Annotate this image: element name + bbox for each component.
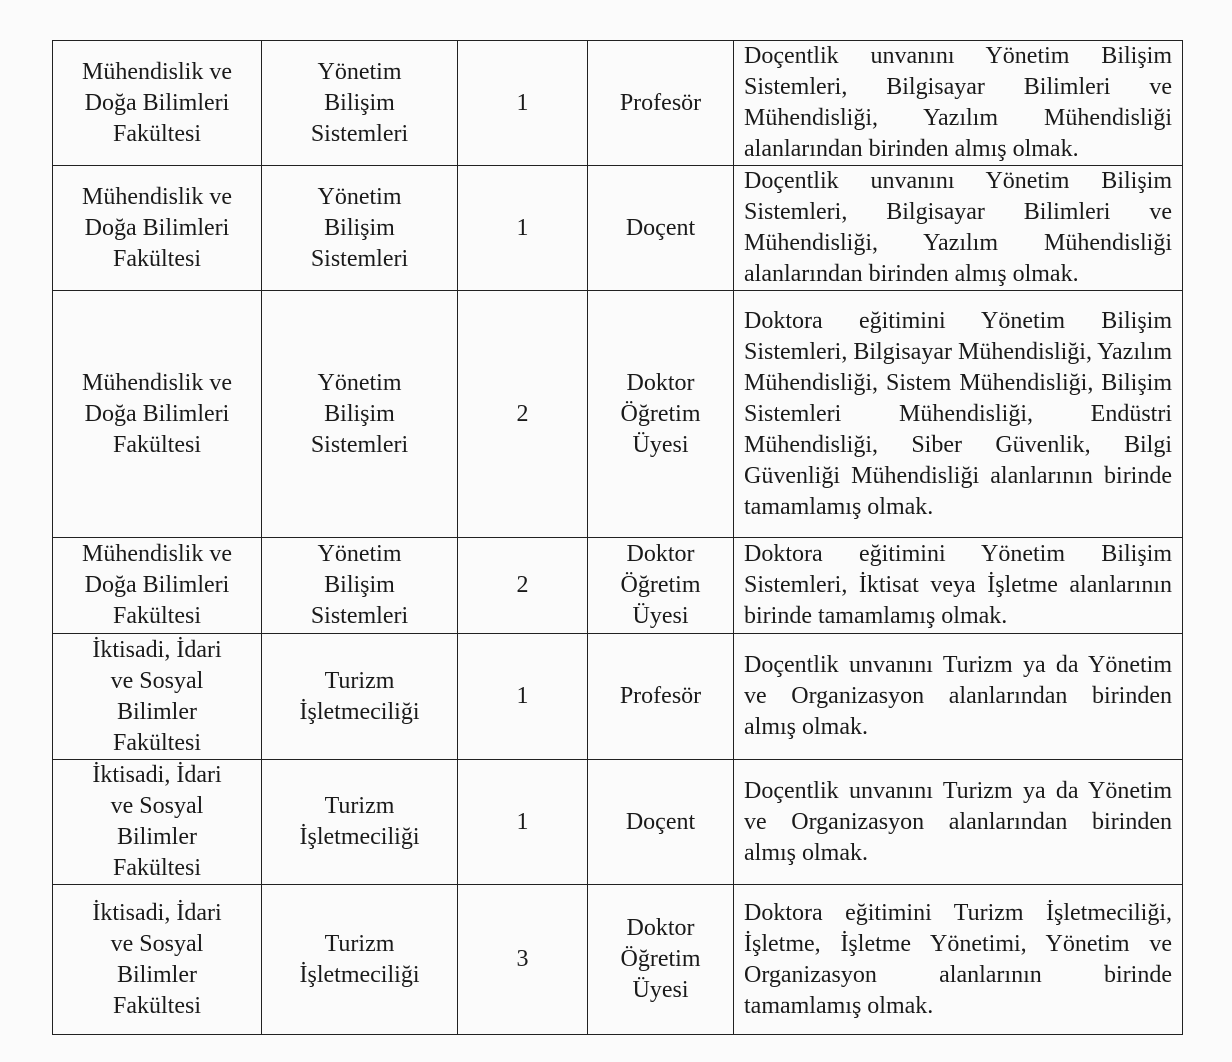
requirement-cell: Doçentlik unvanını Yönetim Bilişim Sistemleri, Bilgisayar Bilimleri ve Mühendisliği, Yazılım Mühendisliği alanlarından birinden almış olmak. <box>734 41 1183 166</box>
requirement-cell: Doktora eğitimini Yönetim Bilişim Sistemleri, İktisat veya İşletme alanlarının birinde tamamlamış olmak. <box>734 538 1183 634</box>
department-cell: Turizm İşletmeciliği <box>262 885 458 1035</box>
position-count-cell: 2 <box>458 538 588 634</box>
faculty-cell: Mühendislik ve Doğa Bilimleri Fakültesi <box>53 291 262 538</box>
faculty-cell: İktisadi, İdari ve Sosyal Bilimler Fakültesi <box>53 760 262 885</box>
academic-title-cell: Profesör <box>588 41 734 166</box>
table-row <box>53 634 1183 760</box>
table-row <box>53 291 1183 538</box>
position-count-cell: 2 <box>458 291 588 538</box>
table-row <box>53 885 1183 1035</box>
academic-title-cell: Doktor Öğretim Üyesi <box>588 538 734 634</box>
position-count-cell: 1 <box>458 41 588 166</box>
requirement-cell: Doçentlik unvanını Turizm ya da Yönetim ve Organizasyon alanlarından birinden almış olmak. <box>734 634 1183 760</box>
department-cell: Yönetim Bilişim Sistemleri <box>262 538 458 634</box>
academic-title-cell: Doktor Öğretim Üyesi <box>588 885 734 1035</box>
requirement-cell: Doktora eğitimini Turizm İşletmeciliği, İşletme, İşletme Yönetimi, Yönetim ve Organizasyon alanlarının birinde tamamlamış olmak. <box>734 885 1183 1035</box>
department-cell: Yönetim Bilişim Sistemleri <box>262 291 458 538</box>
academic-title-cell: Doçent <box>588 166 734 291</box>
faculty-cell: Mühendislik ve Doğa Bilimleri Fakültesi <box>53 166 262 291</box>
position-count-cell: 1 <box>458 760 588 885</box>
department-cell: Yönetim Bilişim Sistemleri <box>262 41 458 166</box>
department-cell: Turizm İşletmeciliği <box>262 760 458 885</box>
academic-title-cell: Profesör <box>588 634 734 760</box>
faculty-positions-table <box>52 40 1183 1035</box>
table-row <box>53 538 1183 634</box>
position-count-cell: 1 <box>458 634 588 760</box>
department-cell: Turizm İşletmeciliği <box>262 634 458 760</box>
faculty-cell: Mühendislik ve Doğa Bilimleri Fakültesi <box>53 41 262 166</box>
faculty-cell: İktisadi, İdari ve Sosyal Bilimler Fakültesi <box>53 885 262 1035</box>
position-count-cell: 1 <box>458 166 588 291</box>
table-row <box>53 41 1183 166</box>
department-cell: Yönetim Bilişim Sistemleri <box>262 166 458 291</box>
requirement-cell: Doçentlik unvanını Turizm ya da Yönetim ve Organizasyon alanlarından birinden almış olmak. <box>734 760 1183 885</box>
requirement-cell: Doktora eğitimini Yönetim Bilişim Sistemleri, Bilgisayar Mühendisliği, Yazılım Mühendisliği, Sistem Mühendisliği, Bilişim Sistemleri Mühendisliği, Endüstri Mühendisliği, Siber Güvenlik, Bilgi Güvenliği Mühendisliği alanlarının birinde tamamlamış olmak. <box>734 291 1183 538</box>
requirement-cell: Doçentlik unvanını Yönetim Bilişim Sistemleri, Bilgisayar Bilimleri ve Mühendisliği, Yazılım Mühendisliği alanlarından birinden almış olmak. <box>734 166 1183 291</box>
academic-title-cell: Doktor Öğretim Üyesi <box>588 291 734 538</box>
academic-title-cell: Doçent <box>588 760 734 885</box>
faculty-cell: Mühendislik ve Doğa Bilimleri Fakültesi <box>53 538 262 634</box>
table-row <box>53 760 1183 885</box>
faculty-cell: İktisadi, İdari ve Sosyal Bilimler Fakültesi <box>53 634 262 760</box>
table-row <box>53 166 1183 291</box>
position-count-cell: 3 <box>458 885 588 1035</box>
